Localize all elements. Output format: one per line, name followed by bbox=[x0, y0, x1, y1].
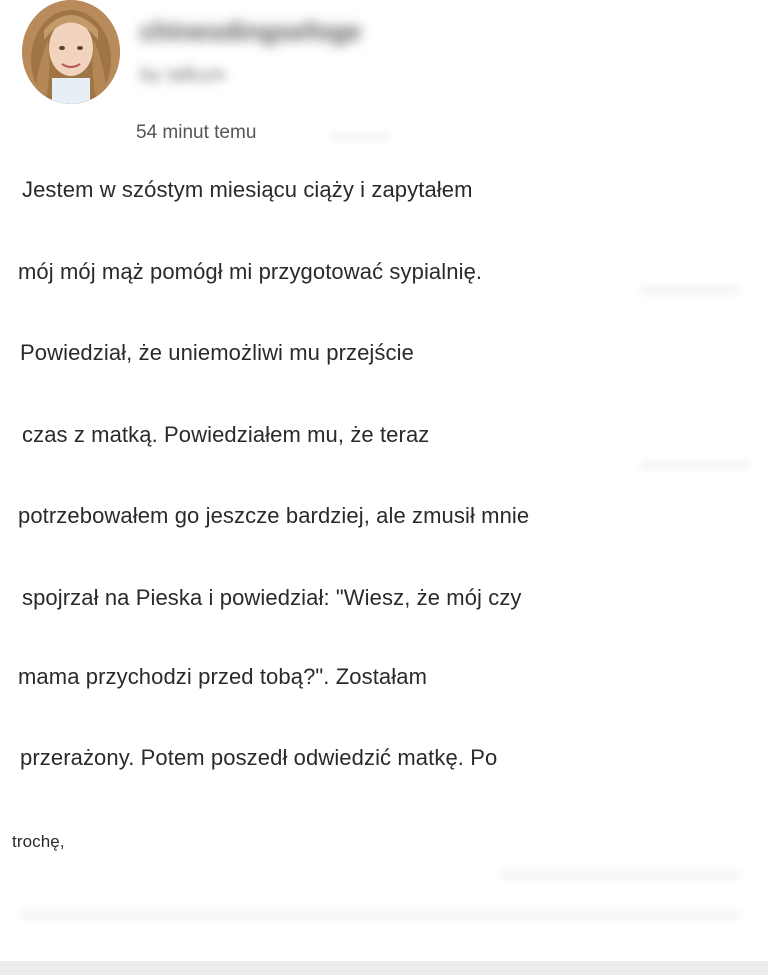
post-body-line: Jestem w szóstym miesiącu ciąży i zapytałem bbox=[22, 177, 473, 202]
avatar[interactable] bbox=[22, 0, 120, 104]
bottom-bar bbox=[0, 961, 768, 975]
background-artifact bbox=[330, 132, 390, 142]
timestamp: 54 minut temu bbox=[136, 122, 257, 143]
background-artifact bbox=[640, 460, 750, 470]
background-artifact bbox=[20, 910, 740, 920]
post-body-line: spojrzał na Pieska i powiedział: "Wiesz, że mój czy bbox=[22, 585, 522, 610]
post-body-line: trochę, bbox=[12, 832, 65, 851]
post-body-line: Powiedział, że uniemożliwi mu przejście bbox=[20, 340, 414, 365]
post-body-line: potrzebowałem go jeszcze bardziej, ale zmusił mnie bbox=[18, 503, 530, 528]
post-body-line: przerażony. Potem poszedł odwiedzić matkę. Po bbox=[20, 745, 498, 770]
post-body-line: czas z matką. Powiedziałem mu, że teraz bbox=[22, 422, 430, 447]
background-artifact bbox=[640, 285, 740, 295]
post-body-line: mama przychodzi przed tobą?". Zostałam bbox=[18, 664, 428, 689]
background-artifact bbox=[500, 870, 740, 880]
avatar-image bbox=[22, 0, 120, 104]
post-body-line: mój mój mąż pomógł mi przygotować sypialnię. bbox=[18, 259, 483, 284]
username[interactable]: chinesdingsefoge bbox=[140, 16, 362, 46]
byline: by talkum bbox=[140, 64, 226, 86]
